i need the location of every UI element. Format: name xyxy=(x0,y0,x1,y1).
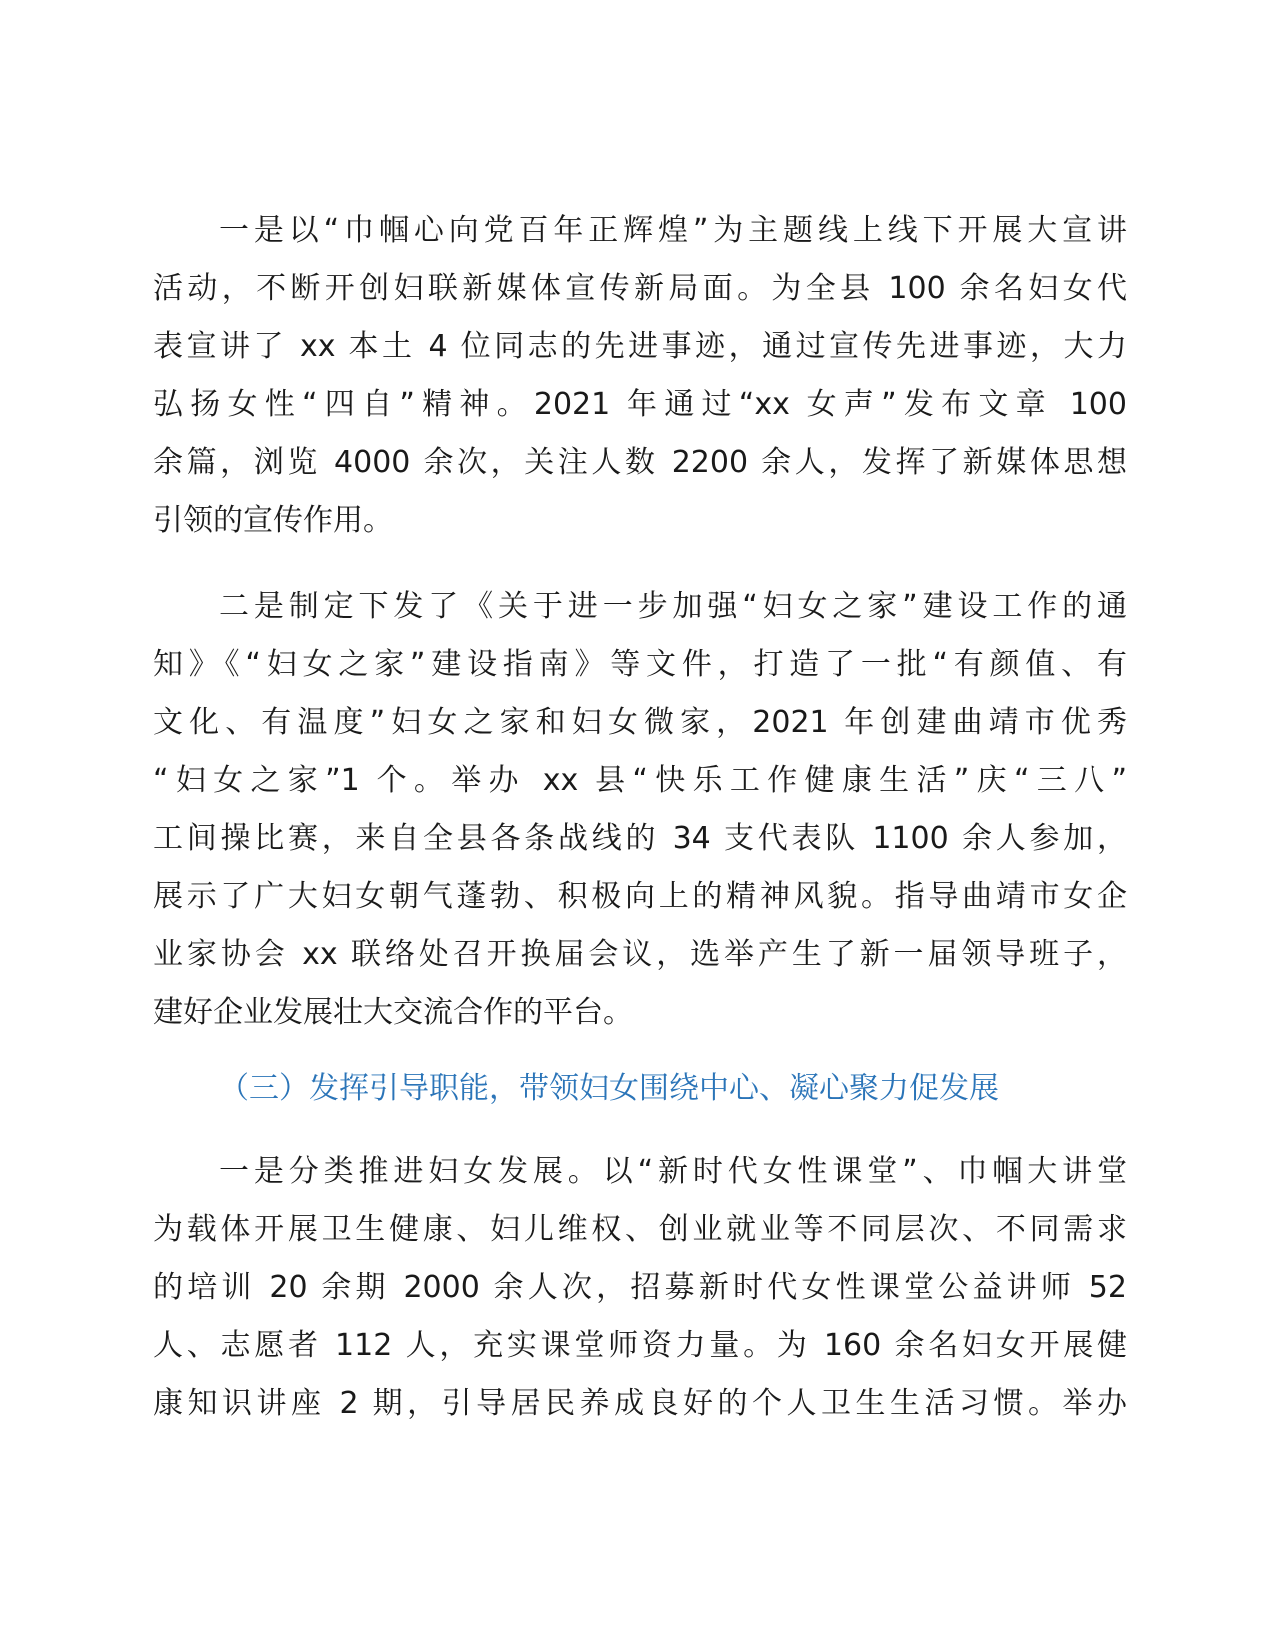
paragraph-1 xyxy=(153,202,1127,550)
paragraph-3 xyxy=(153,1143,1127,1433)
paragraph-line: 康知识讲座 2 期，引导居民养成良好的个人卫生生活习惯。举办 xyxy=(153,1386,1127,1421)
paragraph-line: 为载体开展卫生健康、妇儿维权、创业就业等不同层次、不同需求 xyxy=(153,1212,1127,1247)
paragraph-line: “妇女之家”1 个。举办 xx 县“快乐工作健康生活”庆“三八” xyxy=(153,763,1127,798)
paragraph-line: 弘扬女性“四自”精神。2021 年通过“xx 女声”发布文章 100 xyxy=(153,387,1127,422)
paragraph-line: 活动，不断开创妇联新媒体宣传新局面。为全县 100 余名妇女代 xyxy=(153,271,1127,306)
paragraph-line: 一是以“巾帼心向党百年正辉煌”为主题线上线下开展大宣讲 xyxy=(219,213,1127,248)
paragraph-line: 表宣讲了 xx 本土 4 位同志的先进事迹，通过宣传先进事迹，大力 xyxy=(153,329,1127,364)
paragraph-line: 文化、有温度”妇女之家和妇女微家，2021 年创建曲靖市优秀 xyxy=(153,705,1127,740)
paragraph-line: 的培训 20 余期 2000 余人次，招募新时代女性课堂公益讲师 52 xyxy=(153,1270,1127,1305)
section-heading: （三）发挥引导职能，带领妇女围绕中心、凝心聚力促发展 xyxy=(219,1071,999,1106)
paragraph-line: 建好企业发展壮大交流合作的平台。 xyxy=(153,995,633,1030)
paragraph-line: 工间操比赛，来自全县各条战线的 34 支代表队 1100 余人参加， xyxy=(153,821,1127,856)
paragraph-line: 二是制定下发了《关于进一步加强“妇女之家”建设工作的通 xyxy=(219,589,1127,624)
paragraph-line: 一是分类推进妇女发展。以“新时代女性课堂”、巾帼大讲堂 xyxy=(219,1154,1127,1189)
paragraph-line: 展示了广大妇女朝气蓬勃、积极向上的精神风貌。指导曲靖市女企 xyxy=(153,879,1127,914)
paragraph-line: 引领的宣传作用。 xyxy=(153,503,393,538)
paragraph-2 xyxy=(153,578,1127,1042)
paragraph-line: 余篇，浏览 4000 余次，关注人数 2200 余人，发挥了新媒体思想 xyxy=(153,445,1127,480)
paragraph-line: 知》《“妇女之家”建设指南》等文件，打造了一批“有颜值、有 xyxy=(153,647,1127,682)
paragraph-line: 业家协会 xx 联络处召开换届会议，选举产生了新一届领导班子， xyxy=(153,937,1127,972)
paragraph-line: 人、志愿者 112 人，充实课堂师资力量。为 160 余名妇女开展健 xyxy=(153,1328,1127,1363)
